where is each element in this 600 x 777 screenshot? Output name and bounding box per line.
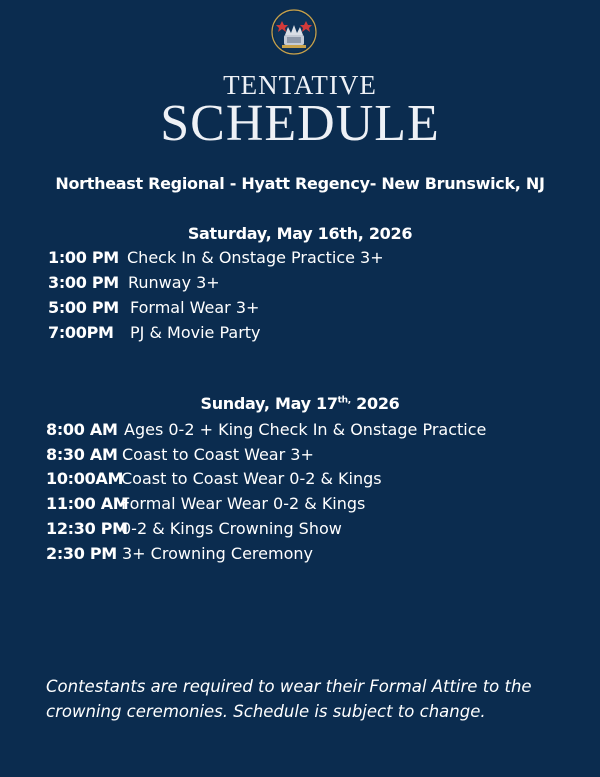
footer-note: Contestants are required to wear their Formal Attire to the crowning ceremonies. Schedule is subject to change. — [46, 677, 532, 721]
schedule-event: Runway 3+ — [128, 273, 220, 292]
title-schedule: SCHEDULE — [160, 95, 440, 152]
schedule-time: 8:00 AM — [46, 420, 118, 439]
schedule-event: Ages 0-2 + King Check In & Onstage Practice — [124, 420, 487, 439]
schedule-event: 3+ Crowning Ceremony — [122, 544, 313, 563]
schedule-event: PJ & Movie Party — [130, 323, 261, 342]
schedule-time: 2:30 PM — [46, 544, 117, 563]
sunday-heading-prefix: Sunday, May 17 — [200, 394, 338, 413]
schedule-event: Formal Wear Wear 0-2 & Kings — [121, 494, 366, 513]
schedule-time: 10:00AM — [46, 469, 124, 488]
schedule-event: Formal Wear 3+ — [130, 298, 260, 317]
schedule-event: Coast to Coast Wear 0-2 & Kings — [121, 469, 382, 488]
sunday-heading-sup: th, — [337, 395, 351, 406]
schedule-time: 5:00 PM — [48, 298, 119, 317]
event-location-subtitle: Northeast Regional - Hyatt Regency- New Brunswick, NJ — [55, 174, 545, 193]
crowned-emblem-icon — [266, 9, 322, 55]
schedule-event: Check In & Onstage Practice 3+ — [127, 248, 384, 267]
schedule-time: 8:30 AM — [46, 445, 118, 464]
schedule-time: 11:00 AM — [46, 494, 129, 513]
schedule-time: 7:00PM — [48, 323, 114, 342]
schedule-time: 12:30 PM — [46, 519, 128, 538]
saturday-heading: Saturday, May 16th, 2026 — [187, 224, 413, 243]
schedule-time: 3:00 PM — [48, 273, 119, 292]
sunday-heading-suffix: 2026 — [350, 394, 400, 413]
schedule-time: 1:00 PM — [48, 248, 119, 267]
schedule-event: Coast to Coast Wear 3+ — [122, 445, 314, 464]
schedule-event: 0-2 & Kings Crowning Show — [121, 519, 342, 538]
sunday-heading — [0, 394, 600, 413]
title-tentative: TENTATIVE — [223, 70, 377, 100]
